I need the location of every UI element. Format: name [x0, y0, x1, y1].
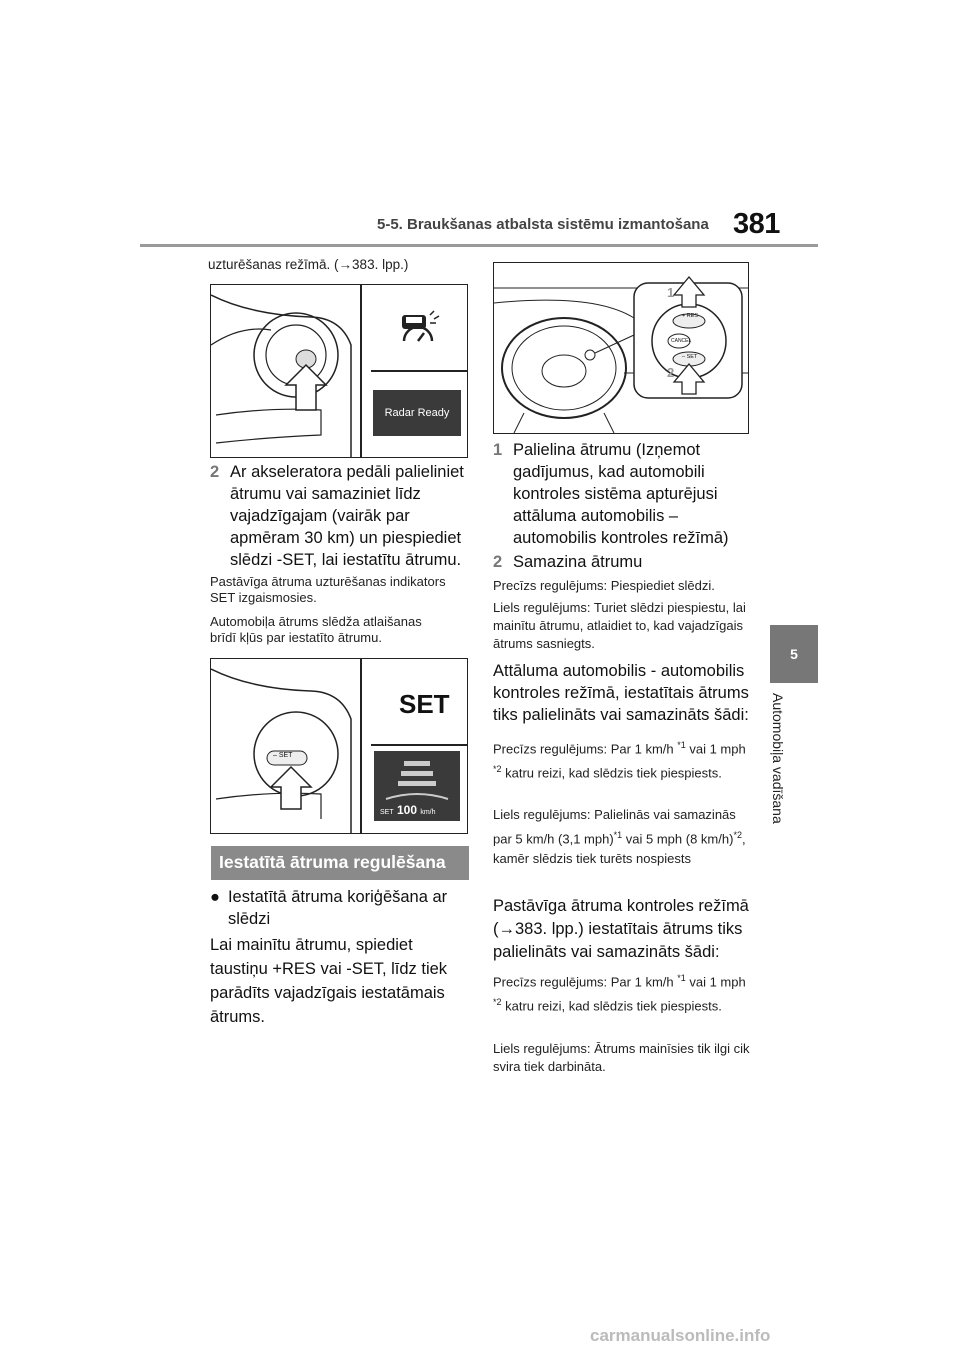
set-speed-screen — [374, 751, 460, 821]
footnote-ref-2: *2 — [493, 764, 502, 775]
radar-cruise-icon — [396, 307, 446, 347]
bullet-dot: ● — [210, 888, 220, 906]
footnote-ref-2b: *2 — [733, 830, 742, 840]
footnote-ref-1: *1 — [677, 740, 686, 750]
note-set-indicator: Pastāvīga ātruma uzturēšanas indikators SET izgaismosies. — [210, 574, 446, 605]
speed-value: 100 — [396, 803, 417, 817]
figure-set — [210, 658, 468, 834]
note-fine-constant — [493, 968, 755, 1017]
speed-set-label: SET — [380, 809, 394, 816]
set-label: – SET — [682, 354, 698, 360]
cockpit-illustration — [494, 263, 748, 433]
note-coarse-constant: Liels regulējums: Ātrums mainīsies tik ilgi cik svira tiek darbināta. — [493, 1041, 750, 1074]
page-number: 381 — [733, 208, 780, 240]
paragraph-constant-mode: Pastāvīga ātruma kontroles režīmā (→383. lpp.) iestatītais ātrums tiks palielināts vai samazināts šādi: — [493, 897, 749, 961]
note-c-pre: Precīzs regulējums: Par 1 km/h — [493, 741, 678, 757]
item-2 — [493, 551, 755, 573]
note-e-mid: vai 1 mph — [685, 974, 746, 990]
step-2-number: 2 — [210, 463, 220, 481]
bullet-item — [210, 886, 472, 930]
item-1-number: 1 — [493, 441, 503, 459]
note-d-mid: vai 5 mph (8 km/h) — [622, 831, 734, 847]
paragraph-adjust: Lai mainītu ātrumu, spiediet taustiņu +RES vai -SET, līdz tiek parādīts vajadzīgais iestatāmais ātrums. — [210, 936, 448, 1026]
intro-text: uzturēšanas režīmā. (→383. lpp.) — [208, 257, 409, 272]
note-c-post: katru reizi, kad slēdzis tiek piespiests. — [501, 765, 722, 781]
note-e-post: katru reizi, kad slēdzis tiek piespiests. — [501, 998, 722, 1014]
header-divider — [140, 244, 818, 247]
item-1 — [493, 439, 755, 549]
note-c-mid: vai 1 mph — [685, 741, 746, 757]
cancel-label: CANCEL — [671, 338, 692, 344]
set-speed-readout — [380, 803, 436, 817]
section-heading: Iestatītā ātruma regulēšana — [211, 846, 469, 878]
chapter-label: Automobiļa vadīšana — [770, 693, 786, 824]
radar-ready-screen: Radar Ready — [373, 390, 461, 436]
chapter-label-container — [770, 693, 804, 843]
step-2-text: Ar akseleratora pedāli palieliniet ātrumu vai samaziniet līdz vajadzīgajam (vairāk par apmēram 30 km) un piespiediet slēdzi -SET, lai iestatītu ātrumu. — [230, 463, 464, 569]
note-d-pre: Liels regulējums: Palielinās vai samazinās par 5 km/h (3,1 mph) — [493, 807, 736, 847]
watermark: carmanualsonline.info — [590, 1326, 771, 1345]
note-e-pre: Precīzs regulējums: Par 1 km/h — [493, 974, 678, 990]
set-big-text: SET — [399, 689, 450, 719]
paragraph-distance-mode: Attāluma automobilis - automobilis kontroles režīmā, iestatītais ātrums tiks palielināts vai samazināts šādi: — [493, 662, 749, 724]
note-speed-set: Automobiļa ātrums slēdža atlaišanas brīdī kļūs par iestatīto ātrumu. — [210, 614, 422, 645]
set-button-label: – SET — [273, 752, 293, 759]
res-label: + RES — [682, 313, 699, 319]
footnote-ref-1c: *1 — [677, 973, 686, 983]
note-d-post: , kamēr slēdzis tiek turēts nospiests — [493, 831, 746, 867]
note-coarse-adjust: Liels regulējums: Turiet slēdzi piespiestu, lai mainītu ātrumu, atlaidiet to, kad vajadzīgais ātrums sasniegts. — [493, 600, 746, 651]
figure-res-set — [493, 262, 749, 434]
speed-unit: km/h — [420, 809, 436, 816]
bullet-text: Iestatītā ātruma koriģēšana ar slēdzi — [227, 888, 448, 928]
note-fine-adjust: Precīzs regulējums: Piespiediet slēdzi. — [493, 578, 715, 593]
item-2-number: 2 — [493, 553, 503, 571]
footnote-ref-1b: *1 — [613, 830, 623, 840]
chapter-tab[interactable]: 5 — [770, 625, 818, 683]
lane-icon — [374, 751, 460, 801]
note-fine-distance — [493, 735, 755, 784]
item-1-text: Palielina ātrumu (Izņemot gadījumus, kad automobili kontroles sistēma apturējusi attāluma automobilis – automobilis kontroles režīmā) — [513, 441, 729, 547]
note-coarse-distance — [493, 805, 755, 869]
section-underline — [211, 878, 469, 880]
figure-radar-ready — [210, 284, 468, 458]
marker-2: 2 — [667, 365, 675, 380]
footnote-ref-2c: *2 — [493, 997, 502, 1008]
section-title: 5-5. Braukšanas atbalsta sistēmu izmantošana — [377, 216, 709, 233]
marker-1: 1 — [667, 285, 675, 300]
step-2 — [210, 461, 472, 571]
item-2-text: Samazina ātrumu — [513, 553, 643, 571]
